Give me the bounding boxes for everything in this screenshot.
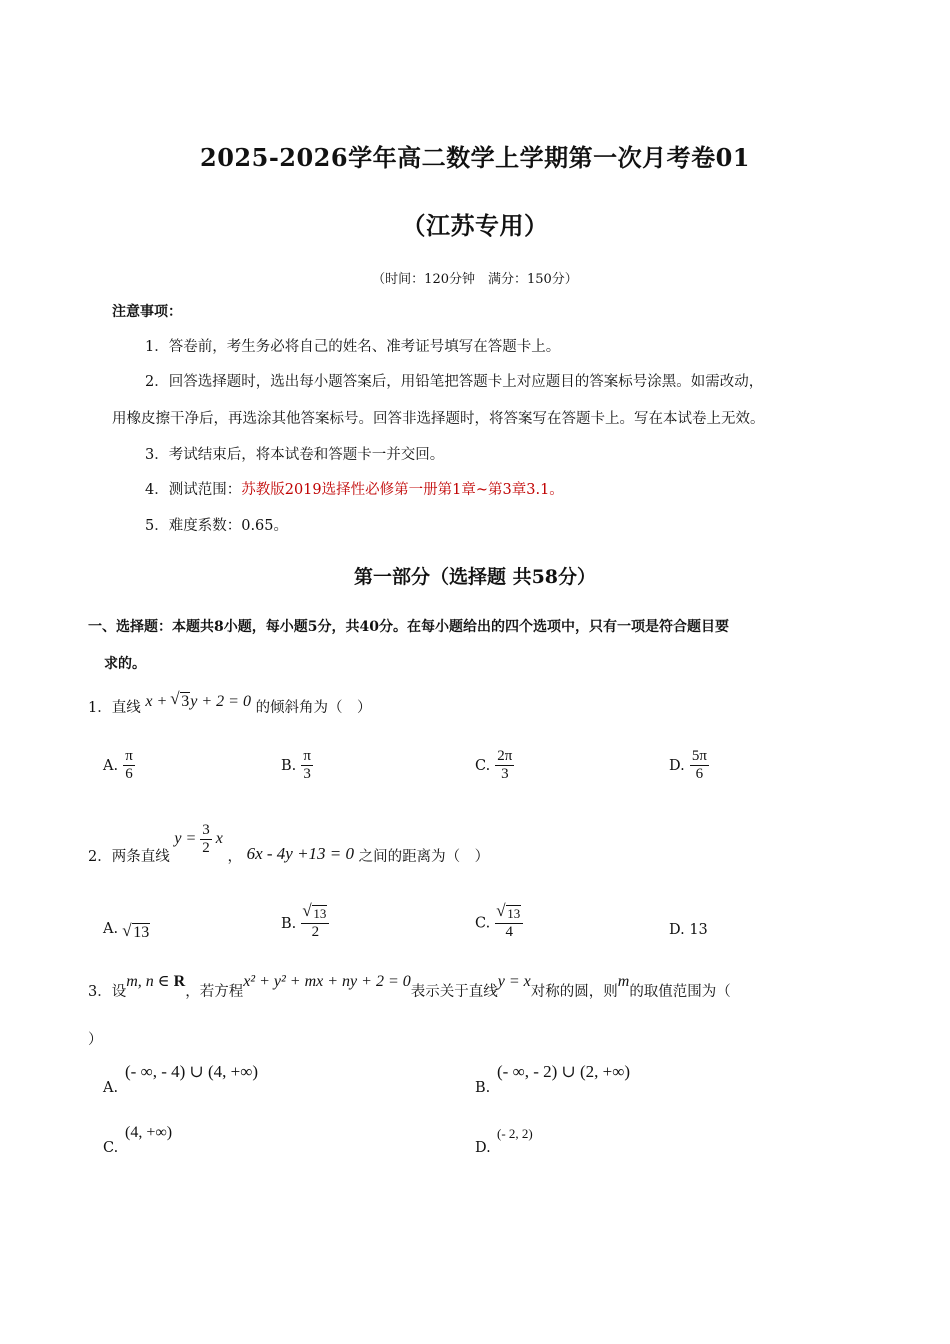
q3-variable: m (617, 973, 630, 990)
q3-mid-3: 对称的圆，则 (530, 984, 618, 1000)
q1-number: 1．直线 (88, 700, 141, 716)
q1-option-d-fraction: $\frac{5\pi}{6}$ (691, 748, 707, 782)
note-4 (145, 480, 564, 500)
exam-title: 2025-2026学年高二数学上学期第一次月考卷01 (200, 143, 750, 172)
q1-option-c[interactable]: C. $\frac{2\pi}{3}$ (475, 748, 513, 782)
q1-option-a-fraction: $\frac{\pi}{6}$ (125, 748, 133, 782)
q2-option-d[interactable]: D. 13 (669, 922, 708, 938)
q2-option-a[interactable]: A. √ 13 (103, 918, 150, 938)
note-1: 1．答卷前，考生务必将自己的姓名、准考证号填写在答题卡上。 (145, 339, 561, 355)
note-4-prefix: 4．测试范围： (145, 482, 242, 498)
q3-close-paren: ） (88, 1032, 103, 1048)
question-2 (88, 822, 489, 872)
test-scope: 苏教版2019选择性必修第一册第1章~第3章3.1 (241, 482, 550, 498)
q3-option-d[interactable]: D. (- 2, 2) (475, 1126, 533, 1156)
q3-option-c[interactable]: C. (4, +∞) (103, 1124, 173, 1156)
q3-option-b[interactable]: B. (- ∞, - 2) ∪ (2, +∞) (475, 1062, 631, 1096)
q1-option-b-fraction: $\frac{\pi}{3}$ (303, 748, 311, 782)
q3-stem-tail: 的取值范围为（ (629, 984, 731, 1000)
q3-option-a[interactable]: A. (- ∞, - 4) ∪ (4, +∞) (103, 1062, 259, 1096)
note-5: 5．难度系数：0.65。 (145, 518, 289, 534)
q1-option-b[interactable]: B. $\frac{\pi}{3}$ (281, 748, 311, 782)
q1-option-c-fraction: $\frac{2\pi}{3}$ (497, 748, 513, 782)
q3-set-expr: m, n ∈ R (126, 973, 186, 990)
q1-option-d[interactable]: D. $\frac{5\pi}{6}$ (669, 748, 707, 782)
exam-subtitle: （江苏专用） (401, 211, 549, 240)
q2-number: 2．两条直线 (88, 849, 170, 865)
q3-line: y = x (497, 973, 531, 990)
q2-line-2: 6x - 4y +13 = 0 (246, 844, 355, 863)
q1-stem-tail: 的倾斜角为（ ） (255, 700, 372, 716)
q2-option-b[interactable]: B. √ $\frac{13}{2}$ (281, 905, 329, 941)
question-3 (88, 972, 868, 1000)
q1-option-a[interactable]: A. $\frac{\pi}{6}$ (103, 748, 133, 782)
section-line-2: 求的。 (104, 656, 146, 672)
q3-number: 3．设 (88, 984, 127, 1000)
note-2-line-1: 2．回答选择题时，选出每小题答案后，用铅笔把答题卡上对应题目的答案标号涂黑。如需改动， (145, 374, 764, 390)
q2-separator: ， (227, 849, 242, 865)
part-heading: 第一部分（选择题 共58分） (353, 566, 597, 588)
note-3: 3．考试结束后，将本试卷和答题卡一并交回。 (145, 447, 445, 463)
notes-heading: 注意事项： (112, 304, 182, 320)
note-2-line-2: 用橡皮擦干净后，再选涂其他答案标号。回答非选择题时，将答案写在答题卡上。写在本试卷上无效。 (112, 411, 765, 427)
q3-equation: x² + y² + mx + ny + 2 = 0 (243, 973, 411, 990)
question-1 (88, 693, 372, 718)
q3-mid-1: ，若方程 (185, 984, 244, 1000)
exam-info: （时间：120分钟 满分：150分） (372, 272, 578, 287)
q2-option-c[interactable]: C. √ $\frac{13}{4}$ (475, 905, 523, 941)
q2-stem-tail: 之间的距离为（ ） (358, 849, 490, 865)
q2-line-1: y = $\frac{3}{2}$ x (174, 822, 223, 856)
q3-mid-2: 表示关于直线 (410, 984, 498, 1000)
q1-equation: x + √ 3y + 2 = 0 (145, 693, 251, 710)
note-4-suffix: 。 (549, 482, 564, 498)
section-line-1: 一、选择题：本题共8小题，每小题5分，共40分。在每小题给出的四个选项中，只有一项是符合题目要 (88, 619, 729, 635)
